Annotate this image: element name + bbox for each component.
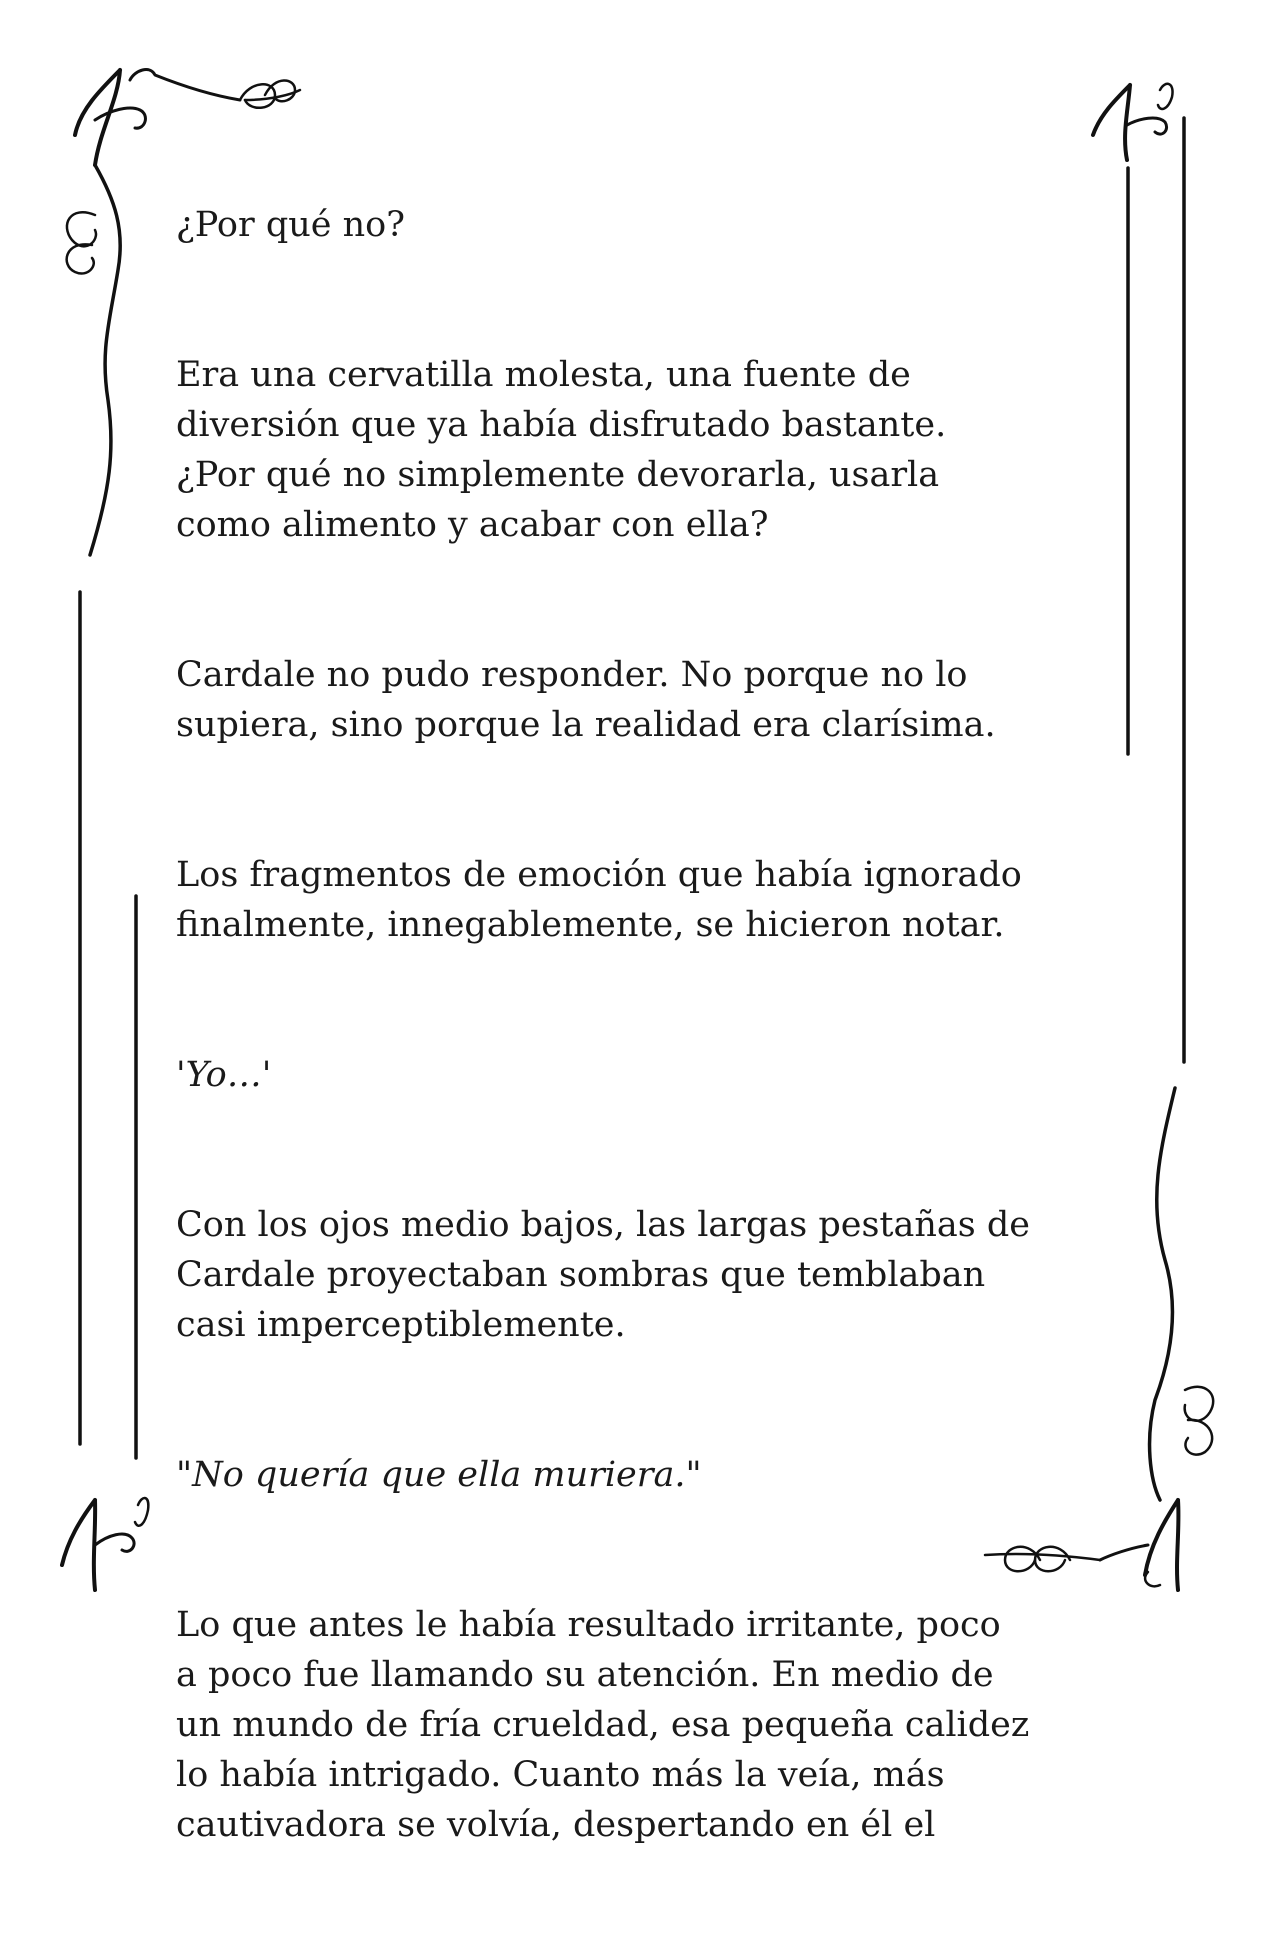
paragraph-3: Cardale no pudo responder. No porque no lo supiera, sino porque la realidad era clarísima. [176, 655, 996, 745]
paragraph-1: ¿Por qué no? [176, 205, 405, 245]
paragraph-6: Con los ojos medio bajos, las largas pestañas de Cardale proyectaban sombras que temblaban casi imperceptiblemente. [176, 1205, 1030, 1345]
paragraph-4: Los fragmentos de emoción que había ignorado finalmente, innegablemente, se hicieron notar. [176, 855, 1022, 945]
bottom-left-flourish [62, 1498, 148, 1590]
top-right-flourish [1093, 84, 1173, 160]
paragraph-2: Era una cervatilla molesta, una fuente de diversión que ya había disfrutado bastante. ¿Por qué no simplemente devorarla, usarla como alimento y acabar con ella? [176, 355, 947, 545]
paragraph-8: Lo que antes le había resultado irritante, poco a poco fue llamando su atención. En medio de un mundo de fría crueldad, esa pequeña calidez lo había intrigado. Cuanto más la veía, más cautivadora se volvía, despertando en él el [176, 1605, 1030, 1845]
dialogue-line: "No quería que ella muriera." [176, 1455, 702, 1495]
story-text [176, 150, 1106, 1950]
thought-line: 'Yo…' [176, 1055, 272, 1095]
